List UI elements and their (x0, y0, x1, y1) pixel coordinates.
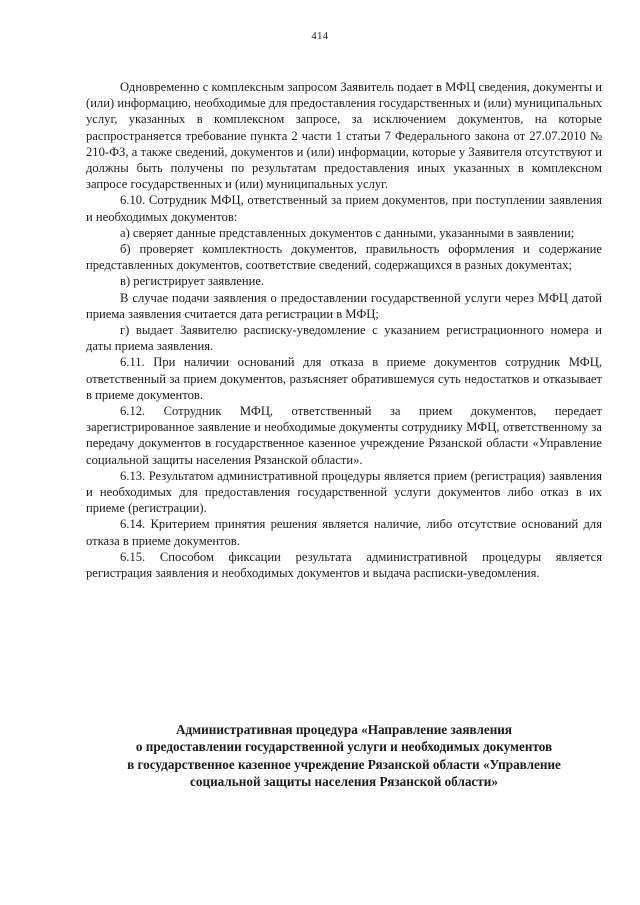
paragraph-item-v: в) регистрирует заявление. (120, 274, 265, 289)
paragraph-6-15: 6.15. Способом фиксации результата административной процедуры является регистрация заявления и необходимых документов и выдача расписки-уведомления. (86, 549, 602, 581)
body-text (86, 79, 602, 581)
paragraph-item-b: б) проверяет комплектность документов, правильность оформления и содержание представленных документов, соответствие сведений, содержащихся в разных документах; (86, 242, 602, 273)
paragraph-intro: Одновременно с комплексным запросом Заявитель подает в МФЦ сведения, документы и (или) информацию, необходимые для предоставления государственных и (или) муниципальных услуг, указанных в комплексном запросе, за исключением документов, на которые распространяется требование пункта 2 части 1 статьи 7 Федерального закона от 27.07.2010 № 210-ФЗ, а также сведений, документов и (или) информации, которые у Заявителя отсутствуют и должны быть получены по результатам предоставления иных указанных в комплексном запросе государственных и (или) муниципальных услуг. (86, 80, 602, 192)
paragraph-6-12: 6.12. Сотрудник МФЦ, ответственный за прием документов, передает зарегистрированное заявление и необходимые документы сотруднику МФЦ, ответственному за передачу документов в государственное казенное учреждение Рязанской области «Управление социальной защиты населения Рязанской области». (86, 404, 602, 467)
paragraph-6-11: 6.11. При наличии оснований для отказа в приеме документов сотрудник МФЦ, ответственный за прием документов, разъясняет обратившемуся суть недостатков и отказывает в приеме документов. (86, 355, 602, 402)
heading-line: Административная процедура «Направление заявления (175, 722, 513, 737)
paragraph-mfc-date: В случае подачи заявления о предоставлении государственной услуги через МФЦ датой приема заявления считается дата регистрации в МФЦ; (86, 290, 602, 321)
paragraph-6-10: 6.10. Сотрудник МФЦ, ответственный за прием документов, при поступлении заявления и необходимых документов: (86, 193, 602, 224)
paragraph-6-14: 6.14. Критерием принятия решения является наличие, либо отсутствие оснований для отказа в приеме документов. (86, 517, 602, 548)
page-number: 414 (311, 31, 329, 42)
heading-line: в государственное казенное учреждение Рязанской области «Управление (127, 756, 561, 772)
paragraph-item-g: г) выдает Заявителю расписку-уведомление с указанием регистрационного номера и даты приема заявления. (86, 323, 602, 354)
section-heading (86, 721, 602, 790)
heading-line: социальной защиты населения Рязанской области» (190, 773, 498, 789)
heading-line: о предоставлении государственной услуги и необходимых документов (135, 739, 553, 755)
paragraph-item-a: а) сверяет данные представленных документов с данными, указанными в заявлении; (120, 225, 575, 240)
paragraph-6-13: 6.13. Результатом административной процедуры является прием (регистрация) заявления и необходимых для предоставления государственной услуги документов либо отказ в их приеме (регистрации). (86, 468, 602, 516)
